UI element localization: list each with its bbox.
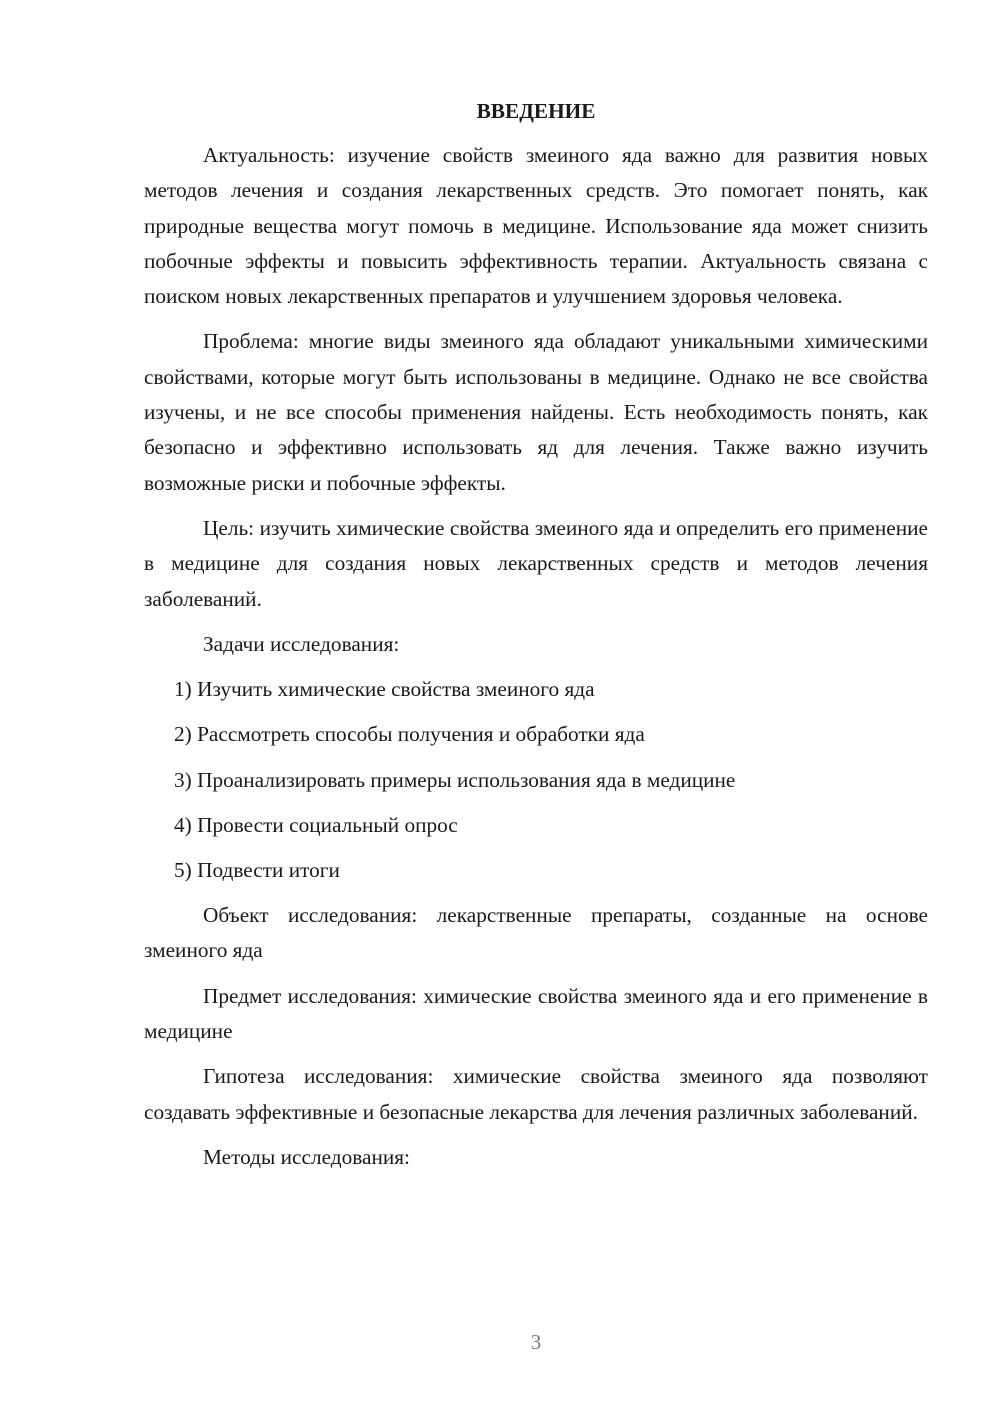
tasks-heading: Задачи исследования:	[203, 631, 400, 656]
goal-paragraph: Цель: изучить химические свойства змеиного яда и определить его применение в медицине для создания новых лекарственных средств и методов лечения заболеваний.	[144, 515, 928, 611]
relevance-paragraph: Актуальность: изучение свойств змеиного яда важно для развития новых методов лечения и создания лекарственных средств. Это помогает понять, как природные вещества могут помочь в медицине. Использование яда может снизить побочные эффекты и повысить эффективность терапии. Актуальность связана с поиском новых лекарственных препаратов и улучшением здоровья человека.	[144, 143, 928, 309]
task-item: 1) Изучить химические свойства змеиного яда	[174, 677, 595, 702]
page-title: ВВЕДЕНИЕ	[476, 99, 596, 123]
object-paragraph: Объект исследования: лекарственные препараты, созданные на основе змеиного яда	[144, 903, 928, 963]
page-number: 3	[530, 1330, 542, 1354]
task-item: 2) Рассмотреть способы получения и обработки яда	[174, 722, 645, 747]
hypothesis-paragraph: Гипотеза исследования: химические свойства змеиного яда позволяют создавать эффективные и безопасные лекарства для лечения различных заболеваний.	[144, 1064, 928, 1124]
task-item: 5) Подвести итоги	[174, 857, 340, 882]
tasks-list	[144, 672, 928, 888]
task-item: 3) Проанализировать примеры использования яда в медицине	[174, 767, 736, 792]
task-item: 4) Провести социальный опрос	[174, 812, 458, 837]
problem-paragraph: Проблема: многие виды змеиного яда обладают уникальными химическими свойствами, которые могут быть использованы в медицине. Однако не все свойства изучены, и не все способы применения найдены. Есть необходимость понять, как безопасно и эффективно использовать яд для лечения. Также важно изучить возможные риски и побочные эффекты.	[144, 329, 928, 495]
page-content	[144, 94, 928, 1185]
subject-paragraph: Предмет исследования: химические свойства змеиного яда и его применение в медицине	[144, 983, 928, 1043]
methods-heading: Методы исследования:	[203, 1144, 410, 1169]
